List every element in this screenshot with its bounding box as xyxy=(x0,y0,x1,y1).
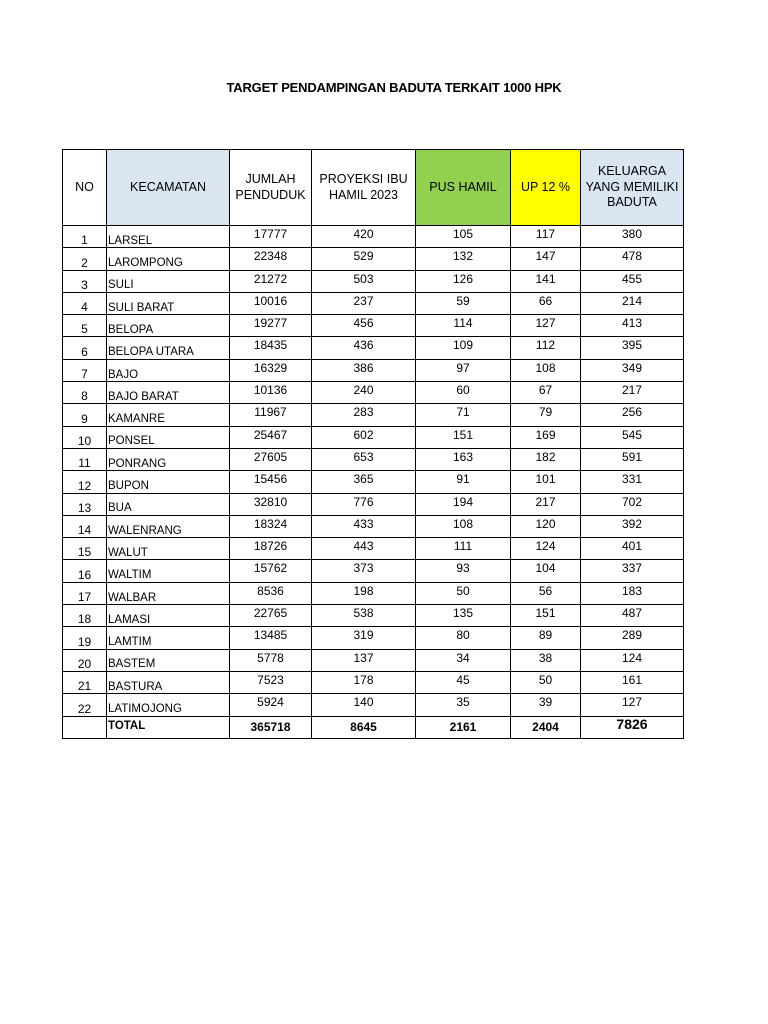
cell-pus-hamil: 194 xyxy=(416,493,511,515)
cell-kecamatan: LAMTIM xyxy=(107,627,230,649)
cell-keluarga-baduta: 545 xyxy=(581,426,684,448)
cell-proyeksi-ibu-hamil: 137 xyxy=(312,649,416,671)
cell-no: 22 xyxy=(63,694,107,716)
cell-up-12: 50 xyxy=(511,671,581,693)
cell-proyeksi-ibu-hamil: 198 xyxy=(312,582,416,604)
cell-no: 12 xyxy=(63,471,107,493)
cell-keluarga-baduta: 337 xyxy=(581,560,684,582)
header-up-12: UP 12 % xyxy=(511,150,581,226)
cell-keluarga-baduta: 487 xyxy=(581,605,684,627)
cell-pus-hamil: 80 xyxy=(416,627,511,649)
cell-kecamatan: WALUT xyxy=(107,538,230,560)
cell-proyeksi-ibu-hamil: 178 xyxy=(312,671,416,693)
cell-no: 17 xyxy=(63,582,107,604)
cell-pus-hamil: 97 xyxy=(416,359,511,381)
cell-no: 7 xyxy=(63,359,107,381)
cell-proyeksi-ibu-hamil: 538 xyxy=(312,605,416,627)
table-row xyxy=(63,382,684,404)
cell-keluarga-baduta: 331 xyxy=(581,471,684,493)
cell-total-jumlah-penduduk: 365718 xyxy=(230,716,312,738)
cell-no: 6 xyxy=(63,337,107,359)
cell-proyeksi-ibu-hamil: 529 xyxy=(312,248,416,270)
table-row xyxy=(63,671,684,693)
cell-proyeksi-ibu-hamil: 386 xyxy=(312,359,416,381)
cell-keluarga-baduta: 395 xyxy=(581,337,684,359)
table-row xyxy=(63,694,684,716)
cell-pus-hamil: 34 xyxy=(416,649,511,671)
cell-proyeksi-ibu-hamil: 433 xyxy=(312,515,416,537)
cell-proyeksi-ibu-hamil: 456 xyxy=(312,315,416,337)
cell-kecamatan: WALENRANG xyxy=(107,515,230,537)
cell-up-12: 169 xyxy=(511,426,581,448)
table-row xyxy=(63,226,684,248)
cell-proyeksi-ibu-hamil: 420 xyxy=(312,226,416,248)
header-no: NO xyxy=(63,150,107,226)
cell-keluarga-baduta: 289 xyxy=(581,627,684,649)
cell-jumlah-penduduk: 22765 xyxy=(230,605,312,627)
cell-up-12: 66 xyxy=(511,292,581,314)
cell-kecamatan: PONSEL xyxy=(107,426,230,448)
table-row xyxy=(63,315,684,337)
cell-jumlah-penduduk: 21272 xyxy=(230,270,312,292)
header-keluarga-baduta: KELUARGA YANG MEMILIKI BADUTA xyxy=(581,150,684,226)
cell-pus-hamil: 59 xyxy=(416,292,511,314)
cell-total-label: TOTAL xyxy=(107,716,230,738)
cell-up-12: 79 xyxy=(511,404,581,426)
cell-proyeksi-ibu-hamil: 436 xyxy=(312,337,416,359)
cell-up-12: 38 xyxy=(511,649,581,671)
cell-jumlah-penduduk: 25467 xyxy=(230,426,312,448)
cell-no: 13 xyxy=(63,493,107,515)
cell-pus-hamil: 111 xyxy=(416,538,511,560)
cell-up-12: 217 xyxy=(511,493,581,515)
cell-up-12: 108 xyxy=(511,359,581,381)
cell-up-12: 127 xyxy=(511,315,581,337)
cell-no: 10 xyxy=(63,426,107,448)
cell-proyeksi-ibu-hamil: 373 xyxy=(312,560,416,582)
cell-pus-hamil: 126 xyxy=(416,270,511,292)
cell-jumlah-penduduk: 15762 xyxy=(230,560,312,582)
cell-keluarga-baduta: 124 xyxy=(581,649,684,671)
cell-keluarga-baduta: 349 xyxy=(581,359,684,381)
cell-no: 19 xyxy=(63,627,107,649)
cell-up-12: 120 xyxy=(511,515,581,537)
cell-pus-hamil: 71 xyxy=(416,404,511,426)
cell-up-12: 101 xyxy=(511,471,581,493)
cell-keluarga-baduta: 478 xyxy=(581,248,684,270)
cell-pus-hamil: 151 xyxy=(416,426,511,448)
cell-jumlah-penduduk: 18324 xyxy=(230,515,312,537)
cell-proyeksi-ibu-hamil: 283 xyxy=(312,404,416,426)
cell-jumlah-penduduk: 5924 xyxy=(230,694,312,716)
cell-proyeksi-ibu-hamil: 237 xyxy=(312,292,416,314)
cell-pus-hamil: 163 xyxy=(416,448,511,470)
table-row xyxy=(63,426,684,448)
cell-up-12: 112 xyxy=(511,337,581,359)
cell-total-pus-hamil: 2161 xyxy=(416,716,511,738)
cell-kecamatan: BELOPA UTARA xyxy=(107,337,230,359)
cell-keluarga-baduta: 256 xyxy=(581,404,684,426)
cell-kecamatan: BAJO xyxy=(107,359,230,381)
cell-no: 4 xyxy=(63,292,107,314)
cell-total-proyeksi-ibu-hamil: 8645 xyxy=(312,716,416,738)
cell-jumlah-penduduk: 17777 xyxy=(230,226,312,248)
cell-no: 5 xyxy=(63,315,107,337)
cell-no: 18 xyxy=(63,605,107,627)
cell-pus-hamil: 35 xyxy=(416,694,511,716)
table-row xyxy=(63,270,684,292)
cell-kecamatan: KAMANRE xyxy=(107,404,230,426)
cell-jumlah-penduduk: 15456 xyxy=(230,471,312,493)
cell-keluarga-baduta: 702 xyxy=(581,493,684,515)
cell-proyeksi-ibu-hamil: 140 xyxy=(312,694,416,716)
cell-jumlah-penduduk: 27605 xyxy=(230,448,312,470)
cell-jumlah-penduduk: 5778 xyxy=(230,649,312,671)
table-row xyxy=(63,359,684,381)
cell-no: 8 xyxy=(63,382,107,404)
table-row xyxy=(63,292,684,314)
cell-kecamatan: BASTEM xyxy=(107,649,230,671)
document-title: TARGET PENDAMPINGAN BADUTA TERKAIT 1000 HPK xyxy=(226,80,562,95)
cell-kecamatan: LATIMOJONG xyxy=(107,694,230,716)
header-kecamatan: KECAMATAN xyxy=(107,150,230,226)
cell-up-12: 182 xyxy=(511,448,581,470)
cell-up-12: 124 xyxy=(511,538,581,560)
cell-pus-hamil: 93 xyxy=(416,560,511,582)
cell-no: 20 xyxy=(63,649,107,671)
cell-keluarga-baduta: 161 xyxy=(581,671,684,693)
cell-kecamatan: BELOPA xyxy=(107,315,230,337)
table-row xyxy=(63,538,684,560)
total-row xyxy=(63,716,684,738)
cell-kecamatan: LAMASI xyxy=(107,605,230,627)
cell-pus-hamil: 50 xyxy=(416,582,511,604)
header-row xyxy=(63,150,684,226)
table-row xyxy=(63,649,684,671)
table-row xyxy=(63,515,684,537)
cell-kecamatan: WALBAR xyxy=(107,582,230,604)
cell-keluarga-baduta: 392 xyxy=(581,515,684,537)
cell-jumlah-penduduk: 13485 xyxy=(230,627,312,649)
cell-pus-hamil: 135 xyxy=(416,605,511,627)
cell-proyeksi-ibu-hamil: 503 xyxy=(312,270,416,292)
cell-jumlah-penduduk: 16329 xyxy=(230,359,312,381)
table-row xyxy=(63,582,684,604)
cell-up-12: 147 xyxy=(511,248,581,270)
cell-keluarga-baduta: 127 xyxy=(581,694,684,716)
cell-no: 21 xyxy=(63,671,107,693)
cell-proyeksi-ibu-hamil: 776 xyxy=(312,493,416,515)
cell-proyeksi-ibu-hamil: 240 xyxy=(312,382,416,404)
cell-kecamatan: SULI xyxy=(107,270,230,292)
cell-jumlah-penduduk: 18435 xyxy=(230,337,312,359)
cell-no: 2 xyxy=(63,248,107,270)
cell-no: 1 xyxy=(63,226,107,248)
cell-no: 9 xyxy=(63,404,107,426)
table-row xyxy=(63,560,684,582)
table-row xyxy=(63,471,684,493)
cell-pus-hamil: 91 xyxy=(416,471,511,493)
cell-proyeksi-ibu-hamil: 653 xyxy=(312,448,416,470)
cell-proyeksi-ibu-hamil: 602 xyxy=(312,426,416,448)
cell-pus-hamil: 114 xyxy=(416,315,511,337)
cell-up-12: 67 xyxy=(511,382,581,404)
cell-jumlah-penduduk: 18726 xyxy=(230,538,312,560)
cell-proyeksi-ibu-hamil: 443 xyxy=(312,538,416,560)
cell-jumlah-penduduk: 32810 xyxy=(230,493,312,515)
cell-up-12: 39 xyxy=(511,694,581,716)
cell-total-up-12: 2404 xyxy=(511,716,581,738)
cell-keluarga-baduta: 214 xyxy=(581,292,684,314)
cell-kecamatan: LARSEL xyxy=(107,226,230,248)
cell-jumlah-penduduk: 22348 xyxy=(230,248,312,270)
cell-up-12: 117 xyxy=(511,226,581,248)
cell-keluarga-baduta: 183 xyxy=(581,582,684,604)
cell-up-12: 141 xyxy=(511,270,581,292)
cell-keluarga-baduta: 380 xyxy=(581,226,684,248)
cell-pus-hamil: 108 xyxy=(416,515,511,537)
cell-pus-hamil: 105 xyxy=(416,226,511,248)
table-body xyxy=(63,226,684,739)
table-row xyxy=(63,337,684,359)
cell-jumlah-penduduk: 10136 xyxy=(230,382,312,404)
cell-keluarga-baduta: 591 xyxy=(581,448,684,470)
cell-no: 14 xyxy=(63,515,107,537)
table-row xyxy=(63,448,684,470)
cell-no: 15 xyxy=(63,538,107,560)
cell-keluarga-baduta: 401 xyxy=(581,538,684,560)
cell-total-keluarga-baduta: 7826 xyxy=(581,716,684,738)
cell-total-no xyxy=(63,716,107,738)
cell-jumlah-penduduk: 10016 xyxy=(230,292,312,314)
cell-pus-hamil: 109 xyxy=(416,337,511,359)
cell-keluarga-baduta: 455 xyxy=(581,270,684,292)
cell-up-12: 89 xyxy=(511,627,581,649)
cell-keluarga-baduta: 217 xyxy=(581,382,684,404)
cell-kecamatan: BASTURA xyxy=(107,671,230,693)
table-row xyxy=(63,627,684,649)
cell-jumlah-penduduk: 8536 xyxy=(230,582,312,604)
cell-keluarga-baduta: 413 xyxy=(581,315,684,337)
header-proyeksi-ibu-hamil: PROYEKSI IBU HAMIL 2023 xyxy=(312,150,416,226)
cell-kecamatan: WALTIM xyxy=(107,560,230,582)
cell-kecamatan: PONRANG xyxy=(107,448,230,470)
header-pus-hamil: PUS HAMIL xyxy=(416,150,511,226)
cell-up-12: 104 xyxy=(511,560,581,582)
cell-no: 11 xyxy=(63,448,107,470)
table-row xyxy=(63,493,684,515)
cell-proyeksi-ibu-hamil: 365 xyxy=(312,471,416,493)
cell-jumlah-penduduk: 7523 xyxy=(230,671,312,693)
cell-kecamatan: LAROMPONG xyxy=(107,248,230,270)
header-jumlah-penduduk: JUMLAH PENDUDUK xyxy=(230,150,312,226)
cell-proyeksi-ibu-hamil: 319 xyxy=(312,627,416,649)
table-row xyxy=(63,248,684,270)
cell-kecamatan: BAJO BARAT xyxy=(107,382,230,404)
table-row xyxy=(63,404,684,426)
cell-kecamatan: SULI BARAT xyxy=(107,292,230,314)
cell-jumlah-penduduk: 19277 xyxy=(230,315,312,337)
cell-no: 16 xyxy=(63,560,107,582)
cell-up-12: 151 xyxy=(511,605,581,627)
cell-pus-hamil: 45 xyxy=(416,671,511,693)
table-row xyxy=(63,605,684,627)
cell-pus-hamil: 60 xyxy=(416,382,511,404)
cell-up-12: 56 xyxy=(511,582,581,604)
cell-no: 3 xyxy=(63,270,107,292)
data-table xyxy=(62,149,684,739)
cell-kecamatan: BUA xyxy=(107,493,230,515)
cell-jumlah-penduduk: 11967 xyxy=(230,404,312,426)
cell-pus-hamil: 132 xyxy=(416,248,511,270)
cell-kecamatan: BUPON xyxy=(107,471,230,493)
